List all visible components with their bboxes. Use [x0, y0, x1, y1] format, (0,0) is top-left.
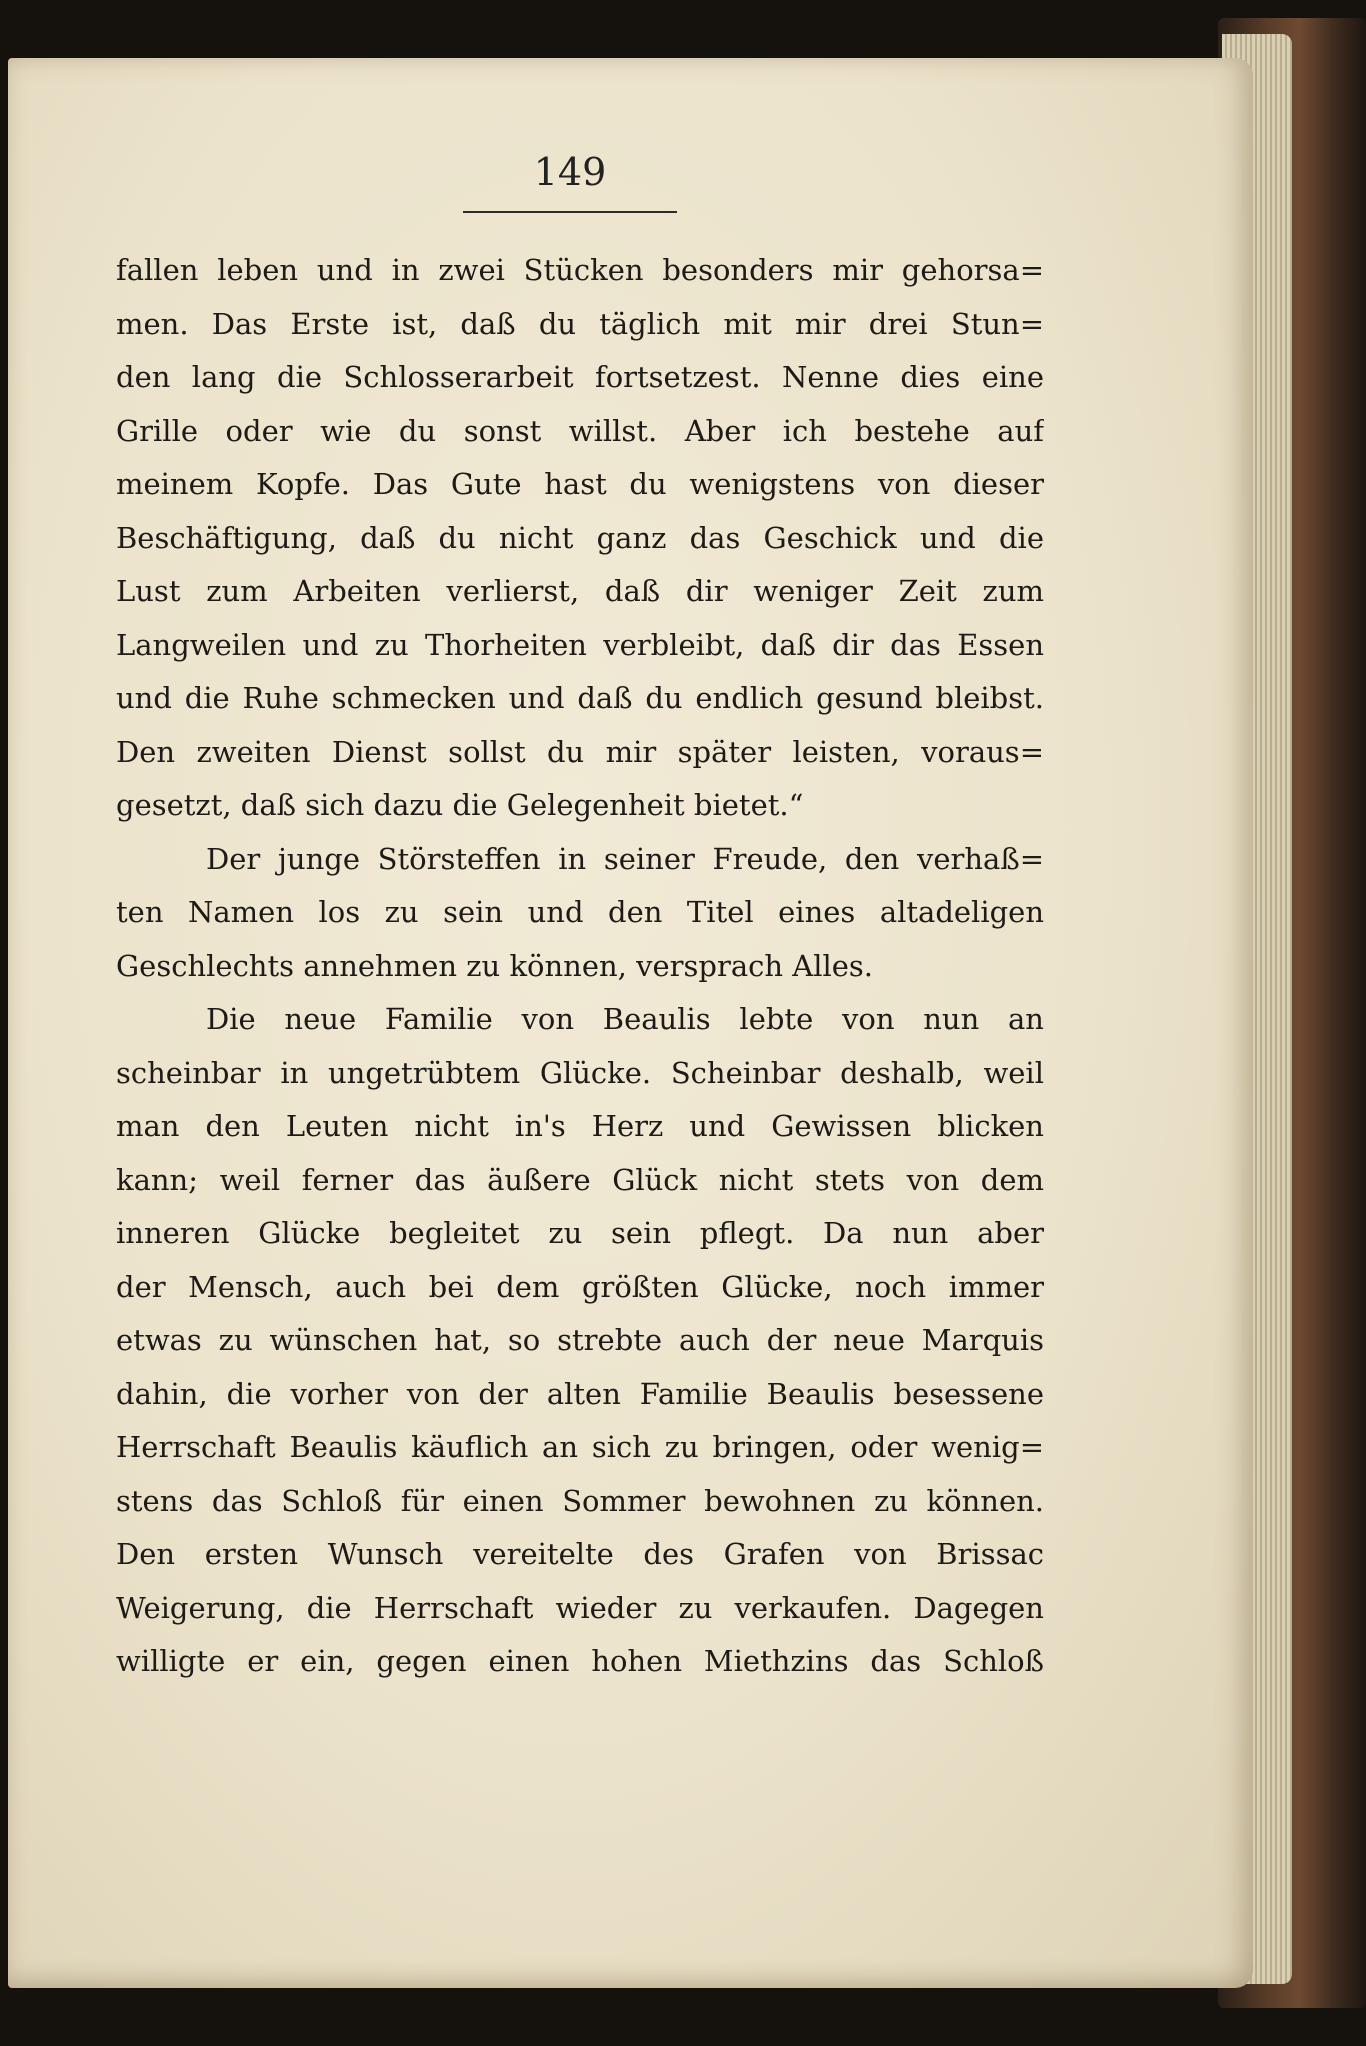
text-line: Den zweiten Dienst sollst du mir später leisten, voraus= [116, 734, 1044, 769]
text-line: stens das Schloß für einen Sommer bewohnen zu können. [116, 1483, 1044, 1518]
header-rule [463, 211, 677, 213]
text-line: inneren Glücke begleitet zu sein pflegt. Da nun aber [116, 1216, 1044, 1250]
text-line: Weigerung, die Herrschaft wieder zu verkaufen. Dagegen [116, 1590, 1044, 1625]
text-line: den lang die Schlosserarbeit fortsetzest. Nenne dies eine [116, 360, 1044, 394]
text-line: Langweilen und zu Thorheiten verbleibt, daß dir das Essen [116, 627, 1044, 662]
text-line: und die Ruhe schmecken und daß du endlich gesund bleibst. [116, 681, 1044, 715]
text-line: Der junge Störsteffen in seiner Freude, den verhaß= [206, 841, 1044, 876]
text-line: scheinbar in ungetrübtem Glücke. Scheinbar deshalb, weil [116, 1055, 1044, 1090]
text-line: fallen leben und in zwei Stücken besonders mir gehorsa= [116, 253, 1044, 287]
text-line: Beschäftigung, daß du nicht ganz das Geschick und die [116, 520, 1044, 555]
page-number: 149 [533, 150, 607, 194]
text-line: Lust zum Arbeiten verlierst, daß dir weniger Zeit zum [116, 574, 1044, 608]
text-line: Die neue Familie von Beaulis lebte von nun an [206, 1002, 1044, 1036]
text-line: willigte er ein, gegen einen hohen Miethzins das Schloß [116, 1644, 1044, 1678]
text-line: ten Namen los zu sein und den Titel eines altadeligen [116, 895, 1044, 929]
text-line: etwas zu wünschen hat, so strebte auch der neue Marquis [116, 1323, 1044, 1357]
text-line: Grille oder wie du sonst willst. Aber ich bestehe auf [116, 413, 1044, 448]
text-line: men. Das Erste ist, daß du täglich mit mir drei Stun= [116, 306, 1044, 341]
text-line: meinem Kopfe. Das Gute hast du wenigstens von dieser [116, 467, 1044, 501]
text-line: der Mensch, auch bei dem größten Glücke, noch immer [116, 1269, 1044, 1304]
text-line: Geschlechts annehmen zu können, versprach Alles. [116, 948, 874, 983]
body-text [116, 244, 1044, 1689]
text-line: Herrschaft Beaulis käuflich an sich zu bringen, oder wenig= [116, 1430, 1044, 1464]
text-line: dahin, die vorher von der alten Familie Beaulis besessene [116, 1376, 1044, 1411]
text-line: man den Leuten nicht in's Herz und Gewissen blicken [116, 1109, 1044, 1143]
text-line: kann; weil ferner das äußere Glück nicht stets von dem [116, 1162, 1044, 1197]
text-line: Den ersten Wunsch vereitelte des Grafen von Brissac [116, 1537, 1044, 1571]
text-line: gesetzt, daß sich dazu die Gelegenheit bietet.“ [116, 788, 804, 822]
